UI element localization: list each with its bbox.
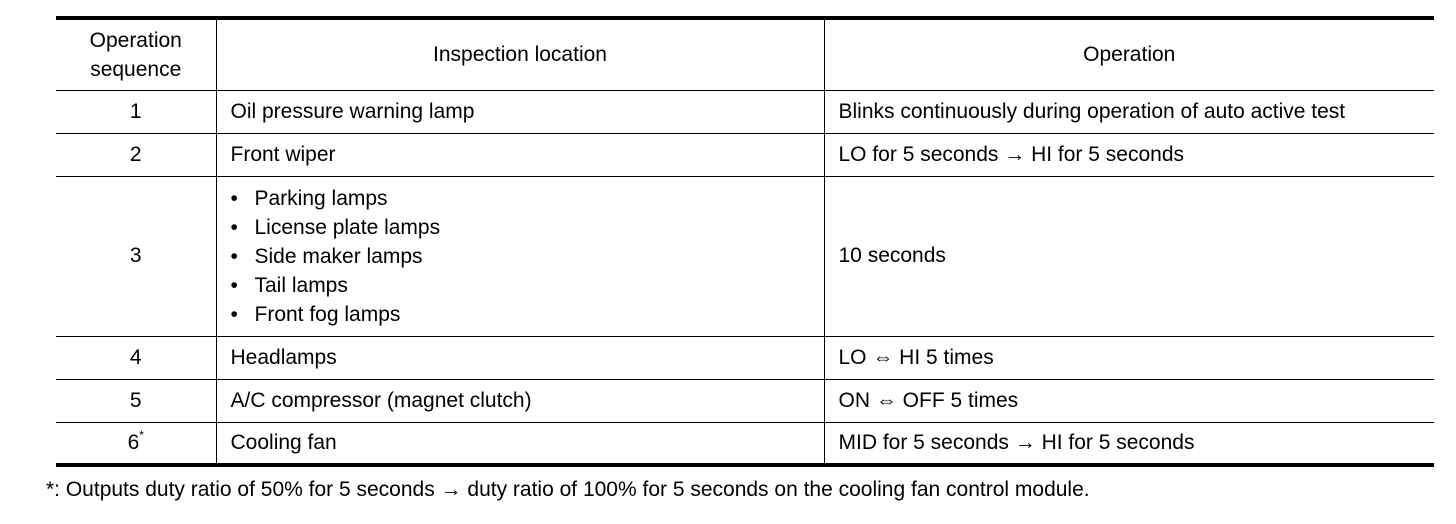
- bullet-item: • Tail lamps: [231, 271, 810, 300]
- sequence-cell: 4: [56, 336, 216, 379]
- bullet-item: • Parking lamps: [231, 184, 810, 213]
- bullet-item: • Side maker lamps: [231, 242, 810, 271]
- bullet-item: • Front fog lamps: [231, 300, 810, 329]
- table-row: [56, 422, 1434, 465]
- location-cell: [216, 176, 824, 336]
- sequence-cell: 5: [56, 379, 216, 422]
- location-cell: Cooling fan: [216, 422, 824, 465]
- operation-cell: LO ⇔ HI 5 times: [824, 336, 1434, 379]
- location-cell: Front wiper: [216, 133, 824, 176]
- table-body: [56, 90, 1434, 465]
- table-header: [56, 18, 1434, 90]
- sequence-number: 6: [127, 431, 140, 455]
- header-operation: Operation: [824, 18, 1434, 90]
- sequence-cell: [56, 422, 216, 465]
- location-cell: Headlamps: [216, 336, 824, 379]
- operation-cell: ON ⇔ OFF 5 times: [824, 379, 1434, 422]
- header-operation-sequence-line1: Operation: [89, 28, 182, 52]
- header-inspection-location: Inspection location: [216, 18, 824, 90]
- header-operation-sequence-line2: sequence: [90, 57, 182, 81]
- operation-cell: Blinks continuously during operation of auto active test: [824, 90, 1434, 133]
- location-cell: A/C compressor (magnet clutch): [216, 379, 824, 422]
- table-row: [56, 133, 1434, 176]
- table-row: [56, 336, 1434, 379]
- table-row: [56, 90, 1434, 133]
- inspection-table: [56, 16, 1434, 467]
- sequence-cell: 1: [56, 90, 216, 133]
- header-row: [56, 18, 1434, 90]
- sequence-cell: 3: [56, 176, 216, 336]
- table-footnote: *: Outputs duty ratio of 50% for 5 seconds → duty ratio of 100% for 5 seconds on the cooling fan control module.: [46, 478, 1090, 501]
- table-row: [56, 176, 1434, 336]
- bullet-item: • License plate lamps: [231, 213, 810, 242]
- operation-cell: LO for 5 seconds → HI for 5 seconds: [824, 133, 1434, 176]
- operation-cell: 10 seconds: [824, 176, 1434, 336]
- table-row: [56, 379, 1434, 422]
- sequence-cell: 2: [56, 133, 216, 176]
- location-cell: Oil pressure warning lamp: [216, 90, 824, 133]
- lamp-bullet-list: [231, 184, 810, 329]
- footnote-marker: *: [139, 428, 144, 443]
- header-operation-sequence: [56, 18, 216, 90]
- operation-cell: MID for 5 seconds → HI for 5 seconds: [824, 422, 1434, 465]
